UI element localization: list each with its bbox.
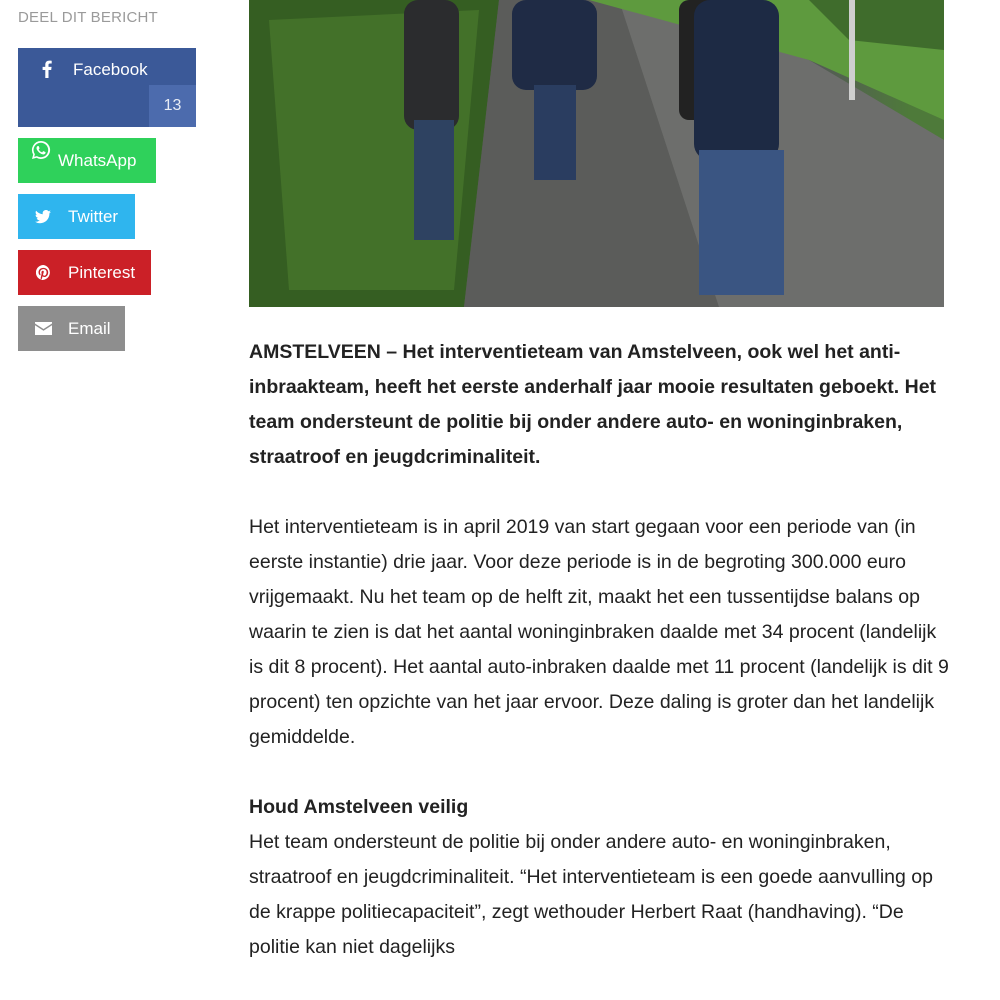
article-photo [249, 0, 944, 307]
article-lead: AMSTELVEEN – Het interventieteam van Amstelveen, ook wel het anti-inbraakteam, heeft het eerste anderhalf jaar mooie resultaten geboekt. Het team ondersteunt de politie bij onder andere auto- en woninginbraken, straatroof en jeugdcriminaliteit. [249, 341, 937, 468]
article-body [249, 335, 949, 965]
facebook-icon [36, 60, 58, 78]
share-heading: DEEL DIT BERICHT [18, 9, 158, 26]
article-subheading: Houd Amstelveen veilig [249, 796, 469, 818]
pinterest-share-label: Pinterest [68, 262, 136, 282]
email-share-button[interactable] [18, 306, 125, 351]
article-paragraph: Het interventieteam is in april 2019 van start gegaan voor een periode van (in eerste instantie) drie jaar. Voor deze periode is in de begroting 300.000 euro vrijgemaakt. Nu het team op de helft zit, maakt het een tussentijdse balans op waarin te zien is dat het aantal woninginbraken daalde met 34 procent (landelijk is dit 8 procent). Het aantal auto-inbraken daalde met 11 procent (landelijk is dit 9 procent) ten opzichte van het jaar ervoor. Deze daling is groter dan het landelijk gemiddelde. [249, 516, 949, 748]
pinterest-icon [32, 265, 54, 280]
facebook-share-count: 13 [149, 85, 196, 127]
whatsapp-share-label: WhatsApp [58, 150, 137, 170]
twitter-share-label: Twitter [68, 206, 119, 226]
envelope-icon [32, 322, 54, 335]
pinterest-share-button[interactable] [18, 250, 151, 295]
twitter-icon [32, 210, 54, 224]
facebook-share-button[interactable] [18, 48, 196, 127]
article-paragraph: Het team ondersteunt de politie bij onder andere auto- en woninginbraken, straatroof en jeugdcriminaliteit. “Het interventieteam is een goede aanvulling op de krappe politiecapaciteit”, zegt wethouder Herbert Raat (handhaving). “De politie kan niet dagelijks [249, 831, 933, 958]
whatsapp-share-button[interactable] [18, 138, 156, 183]
twitter-share-button[interactable] [18, 194, 135, 239]
article-photo-scene [249, 0, 944, 307]
email-share-label: Email [68, 318, 111, 338]
facebook-share-label: Facebook [73, 60, 148, 79]
whatsapp-icon [30, 140, 52, 160]
